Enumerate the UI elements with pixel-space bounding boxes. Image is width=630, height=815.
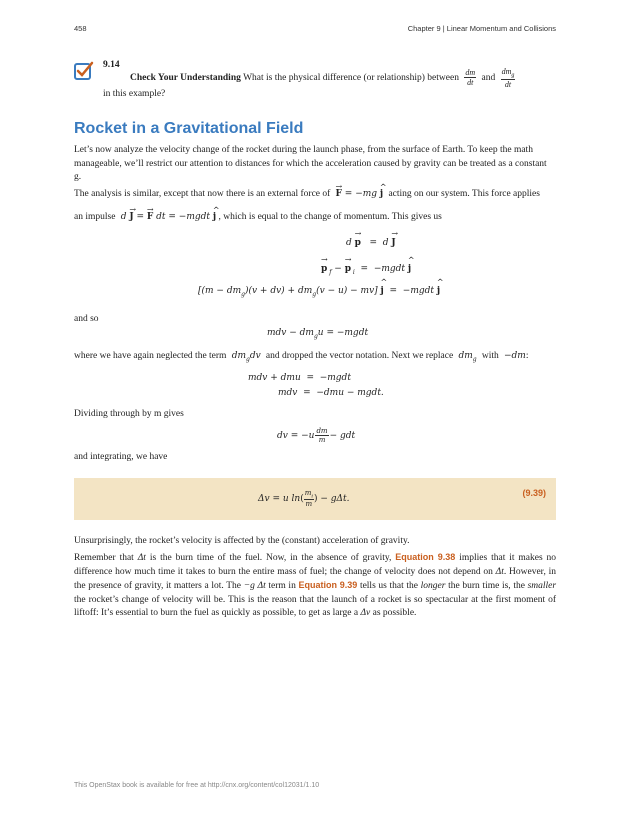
paragraph-intro: Let’s now analyze the velocity change of the rocket during the launch phase, from the surface of Earth. To keep the math manageable, we’ll restrict our attention to distances for which the acceleration caused by gravity can be treated as a constant g. [74, 145, 547, 182]
paragraph-impulse: an impulse d J → = F → dt = −mgdt j ^ , which is equal to the change of momentum. This gives us [74, 211, 556, 225]
check-number: 9.14 [103, 60, 120, 70]
equation-dv: dv = −u $\frac{dm}{m}$ − gdt [277, 427, 356, 444]
check-tail: in this example? [103, 89, 166, 99]
equation-9-38-link[interactable]: Equation 9.38 [395, 552, 456, 562]
equation-mdv: mdv − $dm_gu$ = −mgdt [267, 328, 369, 340]
check-title: Check Your Understanding [130, 72, 241, 83]
check-text: What is the physical difference (or relationship) between [243, 72, 459, 83]
page-number: 458 [74, 24, 87, 33]
equation-replace-1: mdv + dmu = −mgdt [248, 373, 351, 383]
check-question: Check Your Understanding What is the physical difference (or relationship) between $\frac{dm}{dt}$ and $\frac{dm_g}{dt}$ [130, 67, 515, 89]
equation-9-39-box [74, 478, 556, 520]
fraction-dm-dt: $\frac{dm}{dt}$ [465, 68, 476, 88]
chapter-header: Chapter 9 | Linear Momentum and Collisions [407, 24, 556, 33]
dividing-text: Dividing through by m gives [74, 409, 184, 419]
equation-momentum-expansion: $[(m - dm_g)(v + dv) + dm_g(v - u) - mv]$ j ^ = −mgdt j ^ [198, 286, 440, 298]
section-title: Rocket in a Gravitational Field [74, 120, 304, 137]
equation-replace-2: mdv = −dmu − mgdt. [278, 388, 384, 398]
paragraph-external-force: The analysis is similar, except that now there is an external force of F → = −mg j ^ acting on our system. This force applies [74, 188, 556, 202]
equation-9-39: Δv = u ln( $\frac{m_i}{m}$ ) − gΔt. [258, 489, 350, 509]
paragraph-neglected-term: where we have again neglected the term $dm_gdv$ and dropped the vector notation. Next we replace $dm_g$ with −dm: [74, 351, 529, 363]
and-so-text: and so [74, 314, 99, 324]
integrating-text: and integrating, we have [74, 452, 168, 462]
check-understanding-icon [74, 61, 94, 81]
equation-dp-dJ: d p → = d J → [346, 238, 396, 248]
paragraph-burn-time: Remember that Δt is the burn time of the fuel. Now, in the absence of gravity, Equation 9.38 implies that it makes no difference how much time it takes to burn the entire mass of fuel; the change of velocity does not depend on Δt. However, in the presence of gravity, it matters a lot. The −g Δt term in Equation 9.39 tells us that the longer the burn time is, the smaller the rocket’s change of velocity will be. This is the reason that the launch of a rocket is so spectacular at the first moment of liftoff: It’s essential to burn the fuel as quickly as possible, to get as large a Δv as possible. [74, 552, 557, 618]
paragraph-unsurprisingly: Unsurprisingly, the rocket’s velocity is affected by the (constant) acceleration of gravity. [74, 536, 410, 546]
fraction-dmg-dt: $\frac{dm_g}{dt}$ [501, 67, 515, 89]
equation-number: (9.39) [522, 488, 546, 498]
equation-pf-pi: p → $_f$ − p → $_i$ = −mgdt j ^ [321, 264, 411, 276]
footer: This OpenStax book is available for free at http://cnx.org/content/col12031/1.10 [74, 782, 320, 789]
equation-9-39-link[interactable]: Equation 9.39 [298, 580, 358, 590]
